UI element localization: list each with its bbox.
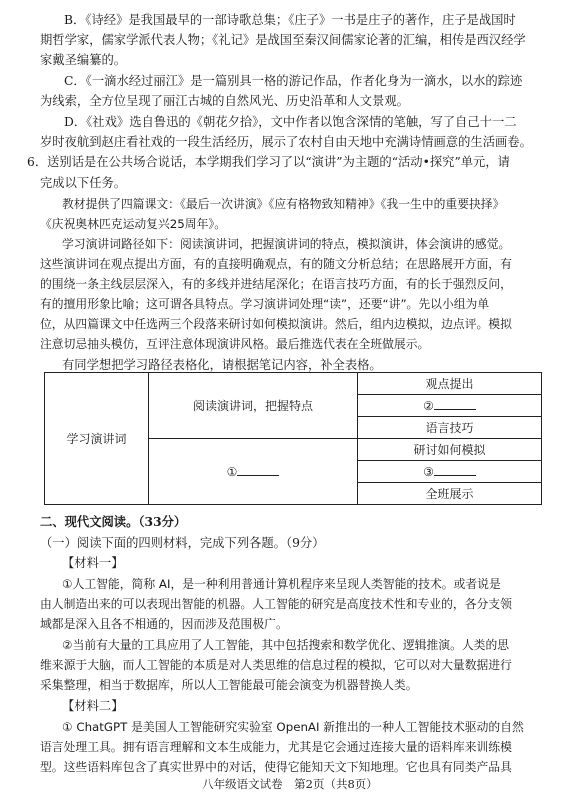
text-line: 《庆祝奥林匹克运动复兴25周年》。 — [40, 217, 227, 231]
table-discuss-cell: 研讨如何模拟 — [358, 439, 542, 461]
text-line: 位，从四篇课文中任选两三个段落来研讨如何模拟演讲。然后，组内边模拟，边点评。模拟 — [40, 317, 512, 331]
text-line: 维来源于大脑，而人工智能的本质是对人类思维的信息过程的模拟，它可以对大量数据进行 — [40, 658, 512, 672]
text-line: 期哲学家，儒家学派代表人物；《礼记》是战国至秦汉间儒家论著的汇编，相传是西汉经学 — [40, 33, 526, 47]
text-line: 型。这些语料库包含了真实世界中的对话，使得它能知天文下知地理。它也具有同类产品具 — [40, 760, 512, 774]
text-line: （一）阅读下面的四则材料，完成下列各题。（9分） — [40, 536, 325, 550]
text-line: 完成以下任务。 — [40, 176, 127, 190]
answer-blank-3[interactable] — [434, 464, 476, 476]
table-blank2-cell[interactable]: ② — [358, 395, 542, 417]
text-line: 采集整理，相当于数据库，所以人工智能最可能会演变为机器替换人类。 — [40, 678, 418, 692]
text-line: 为线索，全方位呈现了丽江古城的自然风光、历史沿革和人文景观。 — [40, 94, 409, 108]
text-line: ①人工智能，简称 AI，是一种利用普通计算机程序来呈现人类智能的技术。或者说是 — [62, 577, 501, 591]
text-line: 语言处理工具。拥有语言理解和文本生成能力，尤其是它会通过连接大量的语料库来训练模 — [40, 740, 512, 754]
text-line: 的围绕一条主线层层深入，有的多线并进结尾深化；在语言技巧方面，有的长于强烈反问， — [40, 277, 512, 291]
table-blank3-cell[interactable]: ③ — [358, 461, 542, 483]
text-line: 学习演讲词路径如下：阅读演讲词，把握演讲词的特点，模拟演讲，体会演讲的感觉。 — [62, 237, 511, 251]
text-line: 由人制造出来的可以表现出智能的机器。人工智能的研究是高度技术性和专业的，各分支领 — [40, 597, 512, 611]
answer-blank-2[interactable] — [434, 398, 476, 410]
answer-blank-1[interactable] — [237, 464, 279, 476]
text-line: 二、现代文阅读。（33分） — [40, 514, 187, 529]
table-view-cell: 观点提出 — [358, 373, 542, 395]
text-line: 注意切忌抽头模仿，互评注意体现演讲风格。最后推选代表在全班做展示。 — [40, 337, 430, 351]
table-root-cell: 学习演讲词 — [45, 373, 149, 505]
text-line: 家戴圣编纂的。 — [40, 53, 127, 67]
text-line: ②当前有大量的工具应用了人工智能，其中包括搜索和数学优化、逻辑推演。人类的思 — [62, 638, 510, 652]
text-line: 【材料二】 — [62, 699, 124, 713]
table-show-cell: 全班展示 — [358, 483, 542, 505]
table-lang-cell: 语言技巧 — [358, 417, 542, 439]
table-reading-cell: 阅读演讲词，把握特点 — [149, 373, 358, 439]
page-footer: 八年级语文试卷 第2页（共8页） — [202, 777, 378, 791]
text-line: 6．送别话是在公共场合说话，本学期我们学习了以“演讲”为主题的“活动•探究”单元，请 — [27, 155, 510, 169]
text-line: C．《一滴水经过丽江》是一篇别具一格的游记作品，作者化身为一滴水，以水的踪迹 — [64, 74, 523, 88]
table-intro-line: 有同学想把学习路径表格化，请根据笔记内容，补全表格。 — [62, 358, 382, 372]
table-blank1-cell[interactable]: ① — [149, 439, 358, 505]
learning-path-table — [44, 372, 542, 505]
text-line: 域都是深入且各不相通的，因而涉及范围极广。 — [40, 617, 288, 631]
text-line: 教材提供了四篇课文：《最后一次讲演》《应有格物致知精神》《我一生中的重要抉择》 — [62, 197, 505, 211]
text-line: 岁时夜航到赵庄看社戏的一段生活经历，展示了农村自由天地中充满诗情画意的生活画卷。 — [40, 135, 532, 149]
text-line: ① ChatGPT 是美国人工智能研究实验室 OpenAI 新推出的一种人工智能技术驱动的自然 — [62, 720, 524, 734]
text-line: 有的擅用形象比喻；这可谓各具特点。学习演讲词处理“读”，还要“讲”。先以小组为单 — [40, 297, 490, 311]
text-line: D．《社戏》选自鲁迅的《朝花夕拾》，文中作者以饱含深情的笔触，写了自己十一二 — [64, 115, 517, 129]
text-line: B．《诗经》是我国最早的一部诗歌总集；《庄子》一书是庄子的著作，庄子是战国时 — [64, 13, 516, 27]
text-line: 这些演讲词在观点提出方面，有的直接明确观点，有的随文分析总结；在思路展开方面，有 — [40, 257, 512, 271]
text-line: 【材料一】 — [62, 556, 124, 570]
